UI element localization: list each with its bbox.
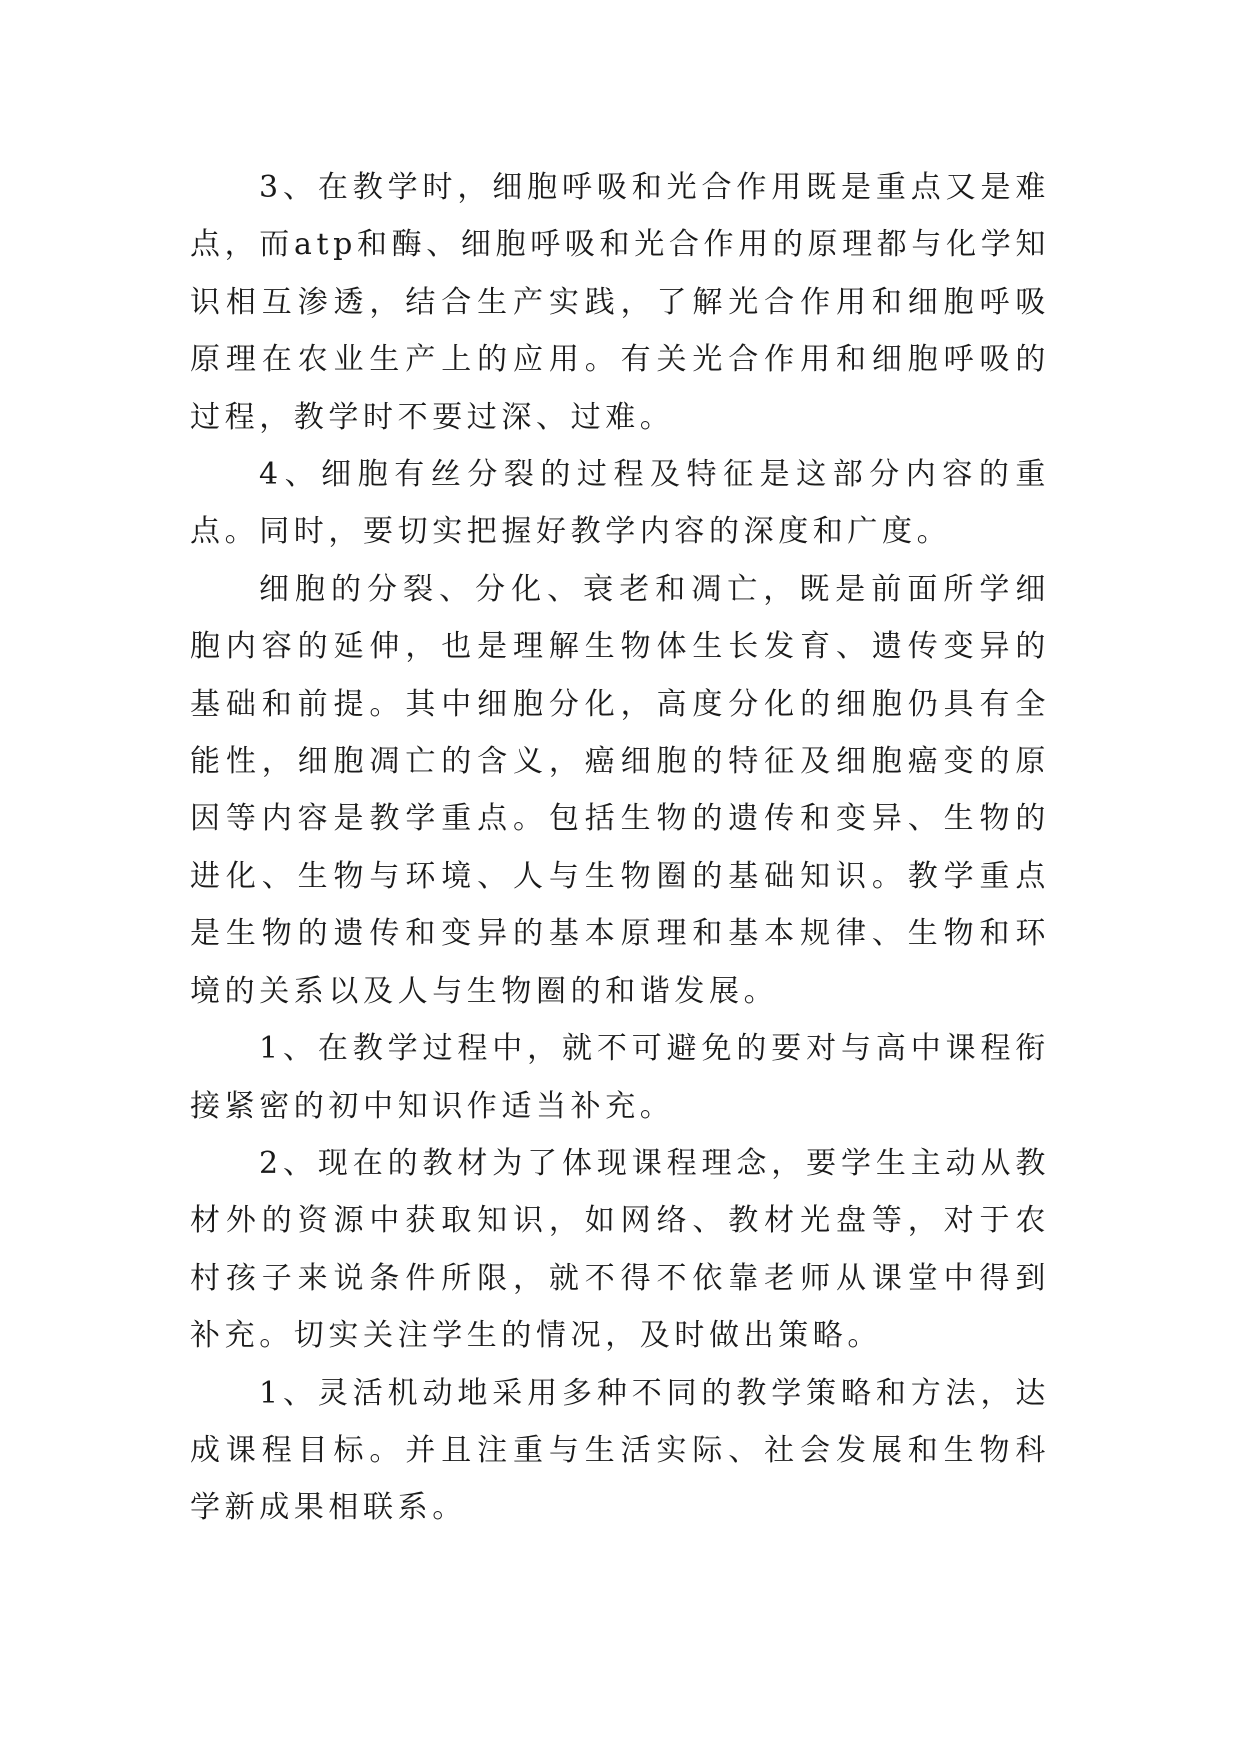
paragraph: 4、细胞有丝分裂的过程及特征是这部分内容的重点。同时，要切实把握好教学内容的深度和广度。 bbox=[190, 457, 1050, 550]
paragraph: 1、在教学过程中，就不可避免的要对与高中课程衔接紧密的初中知识作适当补充。 bbox=[190, 1031, 1050, 1124]
paragraph: 2、现在的教材为了体现课程理念，要学生主动从教材外的资源中获取知识，如网络、教材光盘等，对于农村孩子来说条件所限，就不得不依靠老师从课堂中得到补充。切实关注学生的情况，及时做出策略。 bbox=[190, 1145, 1050, 1354]
paragraph: 1、灵活机动地采用多种不同的教学策略和方法，达成课程目标。并且注重与生活实际、社会发展和生物科学新成果相联系。 bbox=[190, 1375, 1050, 1526]
paragraph: 细胞的分裂、分化、衰老和凋亡，既是前面所学细胞内容的延伸，也是理解生物体生长发育、遗传变异的基础和前提。其中细胞分化，高度分化的细胞仍具有全能性，细胞凋亡的含义，癌细胞的特征及细胞癌变的原因等内容是教学重点。包括生物的遗传和变异、生物的进化、生物与环境、人与生物圈的基础知识。教学重点是生物的遗传和变异的基本原理和基本规律、生物和环境的关系以及人与生物圈的和谐发展。 bbox=[190, 571, 1050, 1009]
document-body bbox=[190, 159, 1050, 1537]
paragraph: 3、在教学时，细胞呼吸和光合作用既是重点又是难点，而atp和酶、细胞呼吸和光合作用的原理都与化学知识相互渗透，结合生产实践，了解光合作用和细胞呼吸原理在农业生产上的应用。有关光合作用和细胞呼吸的过程，教学时不要过深、过难。 bbox=[190, 170, 1050, 435]
